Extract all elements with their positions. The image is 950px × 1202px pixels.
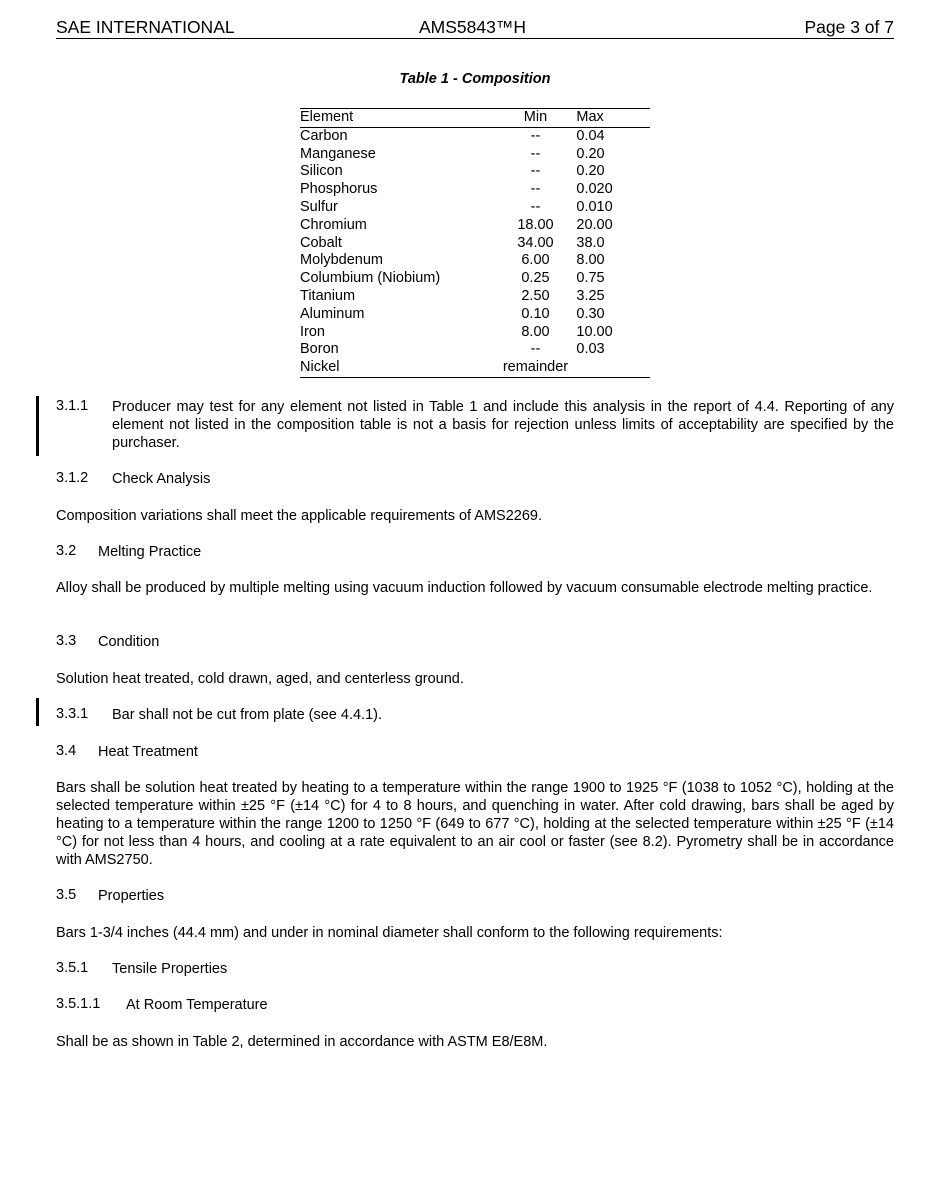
min-cell: -- xyxy=(530,198,541,215)
min-cell: 0.10 xyxy=(521,305,550,322)
table-row xyxy=(300,146,650,164)
min-cell: -- xyxy=(530,181,541,198)
min-cell: -- xyxy=(530,145,541,162)
table-row xyxy=(300,252,650,270)
element-cell: Molybdenum xyxy=(300,252,384,269)
table-row xyxy=(300,235,650,253)
max-cell: 0.20 xyxy=(576,163,605,180)
table-body xyxy=(300,127,650,377)
table-row xyxy=(300,359,650,377)
element-cell: Silicon xyxy=(300,163,343,180)
table-row xyxy=(300,181,650,199)
min-cell: -- xyxy=(530,127,541,144)
section-3-1-2-body: Composition variations shall meet the applicable requirements of AMS2269. xyxy=(56,508,543,524)
page-header xyxy=(56,17,894,39)
max-cell: 0.30 xyxy=(576,305,605,322)
table-row xyxy=(300,324,650,342)
section-number-3-4: 3.4 xyxy=(56,743,77,759)
min-cell: -- xyxy=(530,341,541,358)
section-number-3-5-1-1: 3.5.1.1 xyxy=(56,996,101,1012)
revision-change-bar xyxy=(36,396,39,456)
element-cell: Nickel xyxy=(300,359,340,376)
table-header-row xyxy=(300,109,650,128)
section-3-5-title: Properties xyxy=(98,888,165,904)
min-cell: 34.00 xyxy=(517,234,554,251)
max-cell: 0.03 xyxy=(576,341,605,358)
max-cell: 0.75 xyxy=(576,270,605,287)
element-cell: Cobalt xyxy=(300,234,342,251)
min-cell: 0.25 xyxy=(521,270,550,287)
max-cell: 38.0 xyxy=(576,234,605,251)
section-3-1-2-title: Check Analysis xyxy=(112,471,211,487)
header-org: SAE INTERNATIONAL xyxy=(56,17,235,37)
max-cell: 0.010 xyxy=(576,198,613,215)
section-number-3-3-1: 3.3.1 xyxy=(56,706,89,722)
column-header-min: Min xyxy=(523,109,548,125)
section-3-3-1-text: Bar shall not be cut from plate (see 4.4.1). xyxy=(112,707,382,723)
section-number-3-1-2: 3.1.2 xyxy=(56,470,89,486)
revision-change-bar xyxy=(36,698,39,726)
section-3-4-body: Bars shall be solution heat treated by heating to a temperature within the range 1900 to 1925 °F (1038 to 1052 °C), holding at the selected temperature within ±25 °F (±14 °C) for 4 to 8 hours, and quenching in water. After cold drawing, bars shall be aged by heating to a temperature within the range 1200 to 1250 °F (649 to 677 °C), holding at the selected temperature within ±25 °F (±14 °C) for not less than 4 hours, and cooling at a rate equivalent to an air cool or faster (see 8.2). Pyrometry shall be in accordance with AMS2750. xyxy=(56,780,894,868)
section-3-1-1-text: Producer may test for any element not listed in Table 1 and include this analysis in the report of 4.4. Reporting of any element not listed in the composition table is not a basis for rejection unless limits of acceptability are specified by the purchaser. xyxy=(112,399,894,451)
table-row xyxy=(300,217,650,235)
section-number-3-3: 3.3 xyxy=(56,633,77,649)
column-header-element: Element xyxy=(300,109,354,125)
element-cell: Phosphorus xyxy=(300,181,378,198)
max-cell: 0.20 xyxy=(576,145,605,162)
table-row xyxy=(300,270,650,288)
element-cell: Columbium (Niobium) xyxy=(300,270,441,287)
section-number-3-2: 3.2 xyxy=(56,543,77,559)
section-3-4-title: Heat Treatment xyxy=(98,744,198,760)
element-cell: Aluminum xyxy=(300,305,365,322)
section-3-5-1-1-body: Shall be as shown in Table 2, determined in accordance with ASTM E8/E8M. xyxy=(56,1034,548,1050)
table-row xyxy=(300,127,650,145)
header-page-number: Page 3 of 7 xyxy=(804,17,894,37)
max-cell: 0.020 xyxy=(576,181,613,198)
element-cell: Titanium xyxy=(300,287,356,304)
element-cell: Chromium xyxy=(300,216,367,233)
section-3-3-title: Condition xyxy=(98,634,160,650)
table-row xyxy=(300,163,650,181)
min-cell: 18.00 xyxy=(517,216,554,233)
min-cell: 6.00 xyxy=(521,252,550,269)
element-cell: Manganese xyxy=(300,145,376,162)
section-3-2-title: Melting Practice xyxy=(98,544,202,560)
section-3-5-body: Bars 1-3/4 inches (44.4 mm) and under in nominal diameter shall conform to the following requirements: xyxy=(56,925,723,941)
table-row xyxy=(300,306,650,324)
section-3-5-1-1-title: At Room Temperature xyxy=(126,997,268,1013)
max-cell: 3.25 xyxy=(576,287,605,304)
element-cell: Carbon xyxy=(300,127,348,144)
table-row xyxy=(300,341,650,359)
section-number-3-5-1: 3.5.1 xyxy=(56,960,89,976)
column-header-max: Max xyxy=(576,109,604,125)
table-row xyxy=(300,199,650,217)
table-caption: Table 1 - Composition xyxy=(399,71,551,87)
section-number-3-1-1: 3.1.1 xyxy=(56,398,89,414)
max-cell: 8.00 xyxy=(576,252,605,269)
min-cell: -- xyxy=(530,163,541,180)
section-3-5-1-title: Tensile Properties xyxy=(112,961,228,977)
section-3-3-body: Solution heat treated, cold drawn, aged, and centerless ground. xyxy=(56,671,464,687)
min-cell: 8.00 xyxy=(521,323,550,340)
element-cell: Iron xyxy=(300,323,325,340)
max-cell: 0.04 xyxy=(576,127,605,144)
section-3-2-body: Alloy shall be produced by multiple melting using vacuum induction followed by vacuum consumable electrode melting practice. xyxy=(56,580,873,596)
section-number-3-5: 3.5 xyxy=(56,887,77,903)
header-doc-number: AMS5843™H xyxy=(419,17,526,37)
composition-table xyxy=(300,108,650,378)
min-cell: remainder xyxy=(502,359,569,376)
min-cell: 2.50 xyxy=(521,287,550,304)
element-cell: Sulfur xyxy=(300,198,338,215)
table-row xyxy=(300,288,650,306)
max-cell: 20.00 xyxy=(576,216,613,233)
max-cell: 10.00 xyxy=(576,323,613,340)
element-cell: Boron xyxy=(300,341,339,358)
max-cell xyxy=(570,359,650,377)
